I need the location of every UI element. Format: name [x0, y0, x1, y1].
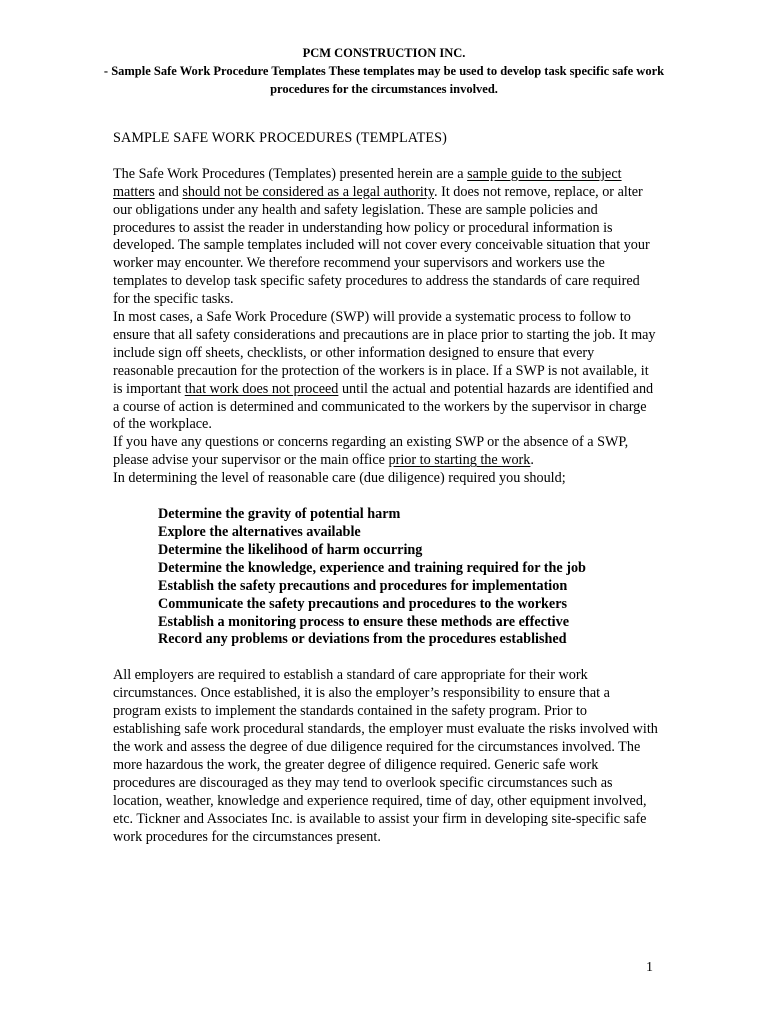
intro-underline-legal-authority: should not be considered as a legal authority: [182, 183, 434, 200]
step-item: Determine the gravity of potential harm: [158, 506, 401, 523]
questions-text-2: .: [530, 452, 534, 469]
document-header: [100, 44, 668, 98]
step-item: Determine the knowledge, experience and training required for the job: [158, 559, 586, 576]
swp-text-2: until the actual and potential hazards are identified and a course of action is determined and communicated to the workers by the supervisor in charge of the workplace.: [113, 380, 654, 433]
swp-text-1: In most cases, a Safe Work Procedure (SWP) will provide a systematic process to follow to ensure that all safety considerations and precautions are in place prior to starting the job. It may include sign off sheets, checklists, or other information designed to ensure that every reasonable precaution for the protection of the workers is in place. If a SWP is not available, it is important: [113, 309, 656, 397]
closing-paragraph: All employers are required to establish a standard of care appropriate for their work circumstances. Once established, it is also the employer’s responsibility to ensure that a program exists to implement the standards contained in the safety program. Prior to establishing safe work procedural standards, the employer must evaluate the risks involved with the work and assess the degree of due diligence required for the circumstances involved. The more hazardous the work, the greater degree of diligence required. Generic safe work procedures are discouraged as they may tend to overlook specific circumstances such as location, weather, knowledge and experience required, time of day, other equipment involved, etc. Tickner and Associates Inc. is available to assist your firm in developing site-specific safe work procedures for the circumstances present.: [113, 667, 658, 845]
intro-text-3: . It does not remove, replace, or alter our obligations under any health and safety legislation. These are sample policies and procedures to assist the reader in understanding how policy or procedural information is developed. The sample templates included will not cover every conceivable situation that your worker may encounter. We therefore recommend your supervisors and workers use the templates to develop task specific safety procedures to address the standards of care required for the specific tasks.: [113, 183, 650, 308]
company-name: PCM CONSTRUCTION INC.: [302, 46, 466, 60]
step-item: Communicate the safety precautions and procedures to the workers: [158, 595, 568, 612]
questions-paragraph: [113, 434, 658, 470]
questions-text-1: If you have any questions or concerns regarding an existing SWP or the absence of a SWP, please advise your supervisor or the main office: [113, 434, 629, 469]
step-item: Establish a monitoring process to ensure these methods are effective: [158, 613, 570, 630]
intro-text-1: The Safe Work Procedures (Templates) presented herein are a: [113, 165, 468, 182]
page-number: 1: [646, 960, 653, 975]
swp-paragraph: [113, 309, 658, 434]
document-body: [113, 130, 658, 846]
header-subtitle: - Sample Safe Work Procedure Templates These templates may be used to develop task specific safe work procedures for the circumstances involved.: [103, 64, 665, 96]
step-item: Explore the alternatives available: [158, 524, 361, 541]
due-diligence-intro: In determining the level of reasonable care (due diligence) required you should;: [113, 470, 566, 487]
questions-underline-prior-to-starting: prior to starting the work: [388, 452, 531, 469]
due-diligence-steps: [158, 506, 658, 649]
step-item: Determine the likelihood of harm occurring: [158, 541, 423, 558]
section-title: SAMPLE SAFE WORK PROCEDURES (TEMPLATES): [113, 130, 447, 146]
intro-underline-sample-guide: sample guide to the subject matters: [113, 165, 622, 200]
step-item: Record any problems or deviations from the procedures established: [158, 631, 567, 648]
swp-underline-work-not-proceed: that work does not proceed: [184, 380, 339, 397]
intro-text-2: and: [154, 183, 183, 200]
step-item: Establish the safety precautions and procedures for implementation: [158, 577, 568, 594]
intro-paragraph: [113, 166, 658, 309]
